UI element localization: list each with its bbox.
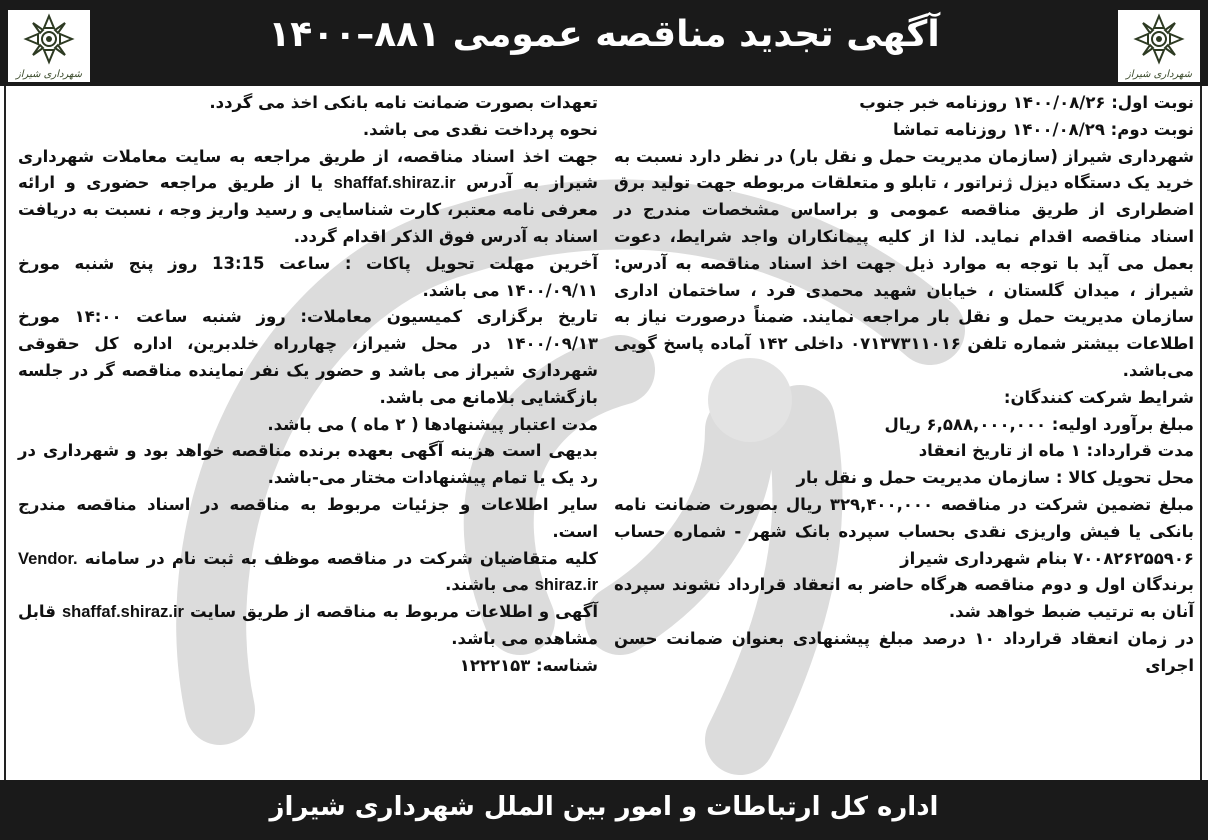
registration-info <box>18 546 598 600</box>
winners-forfeit: برندگان اول و دوم مناقصه هرگاه حاضر به انعقاد قرارداد نشوند سپرده آنان به ترتیب ضبط خواهد شد. <box>614 575 1194 622</box>
payment-method: نحوه پرداخت نقدی می باشد. <box>362 119 598 139</box>
documents-text-end: یا از طریق مراجعه حضوری و ارائه معرفی نامه معتبر، کارت شناسایی و رسید واریز وجه ، نسبت به دریافت اسناد به آدرس فوق الذکر اقدام گردد. <box>18 173 598 246</box>
second-publication: نوبت دوم: ۱۴۰۰/۰۸/۲۹ روزنامه تماشا <box>893 119 1194 139</box>
documents-info <box>18 144 598 251</box>
vendor-link: Vendor. shiraz.ir <box>18 549 598 595</box>
contract-duration: مدت قرارداد: ۱ ماه از تاریخ انعقاد <box>918 441 1194 461</box>
flower-emblem-icon <box>23 13 75 65</box>
performance-guarantee: در زمان انعقاد قرارداد ۱۰ درصد مبلغ پیشنهادی بعنوان ضمانت حسن اجرای <box>614 628 1194 675</box>
other-info: سایر اطلاعات و جزئیات مربوط به مناقصه در اسناد مناقصه مندرج است. <box>18 494 598 541</box>
submission-deadline: آخرین مهلت تحویل پاکات : ساعت 13:15 روز پنج شنبه مورخ ۱۴۰۰/۰۹/۱۱ می باشد. <box>18 253 598 300</box>
commission-date: تاریخ برگزاری کمیسیون معاملات: روز شنبه ساعت ۱۴:۰۰ مورخ ۱۴۰۰/۰۹/۱۳ در محل شیراز، چهارراه خلدبرین، اداره کل حقوقی شهرداری شیراز می باشد و حضور یک نفر نماینده مناقصه گر در جلسه بازگشایی بلامانع می باشد. <box>18 307 598 407</box>
ad-cost-note: بدیهی است هزینه آگهی بعهده برنده مناقصه خواهد بود و شهرداری در رد یک یا تمام پیشنهادات مختار می-باشد. <box>18 441 598 488</box>
bid-validity: مدت اعتبار پیشنهادها ( ۲ ماه ) می باشد. <box>267 414 598 434</box>
header-banner <box>0 0 1208 86</box>
flower-emblem-icon <box>1133 13 1185 65</box>
logo-caption: شهرداری شیراز <box>1125 69 1193 80</box>
logo-caption: شهرداری شیراز <box>15 69 83 80</box>
first-publication: نوبت اول: ۱۴۰۰/۰۸/۲۶ روزنامه خبر جنوب <box>859 93 1194 112</box>
ad-id: شناسه: ۱۲۲۲۱۵۳ <box>459 655 598 675</box>
website-text-end: قابل مشاهده می باشد. <box>18 602 598 648</box>
registration-text-end: می باشند. <box>445 575 529 595</box>
documents-text-start: جهت اخذ اسناد مناقصه، از طریق مراجعه به سایت معاملات شهرداری شیراز به آدرس <box>18 146 599 193</box>
footer-text: اداره کل ارتباطات و امور بین الملل شهرداری شیراز <box>269 792 939 822</box>
website-info <box>18 599 598 653</box>
registration-text-start: کلیه متقاضیان شرکت در مناقصه موظف به ثبت نام در سامانه <box>84 548 598 568</box>
page-title: آگهی تجدید مناقصه عمومی ۸۸۱–۱۴۰۰ <box>268 14 940 55</box>
initial-estimate: مبلغ برآورد اولیه: ۶,۵۸۸,۰۰۰,۰۰۰ ریال <box>884 414 1194 434</box>
website-text-start: آگهی و اطلاعات مربوط به مناقصه از طریق سایت <box>190 602 599 622</box>
tender-description: شهرداری شیراز (سازمان مدیریت حمل و نقل بار) در نظر دارد نسبت به خرید یک دستگاه دیزل ژنراتور ، تابلو و متعلقات مربوطه جهت تولید برق اضطراری از طریق مناقصه عمومی و براساس مشخصات مندرج در اسناد مناقصه اقدام نماید. لذا از کلیه پیمانکاران واجد شرایط، دعوت بعمل می آید با توجه به موارد ذیل جهت اخذ اسناد مناقصه به آدرس: شیراز ، میدان گلستان ، خیابان شهید محمدی فرد ، ساختمان اداری سازمان مدیریت حمل و نقل بار مراجعه نمایند. ضمناً درصورت نیاز به اطلاعات بیشتر شماره تلفن ۰۷۱۳۷۳۱۱۰۱۶ داخلی ۱۴۲ آماده پاسخ گویی می‌باشد. <box>614 146 1194 380</box>
participant-conditions-heading: شرایط شرکت کنندگان: <box>1003 387 1194 407</box>
shaffaf-link: shaffaf.shiraz.ir <box>62 603 184 622</box>
footer-banner <box>0 780 1208 840</box>
left-column <box>18 90 598 680</box>
delivery-location: محل تحویل کالا : سازمان مدیریت حمل و نقل بار <box>796 468 1194 488</box>
right-column <box>614 90 1194 680</box>
shiraz-logo-left <box>8 10 90 82</box>
shiraz-logo-right <box>1118 10 1200 82</box>
bid-guarantee: مبلغ تضمین شرکت در مناقصه ۳۲۹,۴۰۰,۰۰۰ ریال بصورت ضمانت نامه بانکی یا فیش واریزی نقدی بحساب سپرده بانک شهر - شماره حساب ۷۰۰۸۲۶۲۵۵۹۰۶ بنام شهرداری شیراز <box>614 494 1194 568</box>
guarantee-form: تعهدات بصورت ضمانت نامه بانکی اخذ می گردد. <box>209 93 598 112</box>
shaffaf-link: shaffaf.shiraz.ir <box>333 174 456 193</box>
